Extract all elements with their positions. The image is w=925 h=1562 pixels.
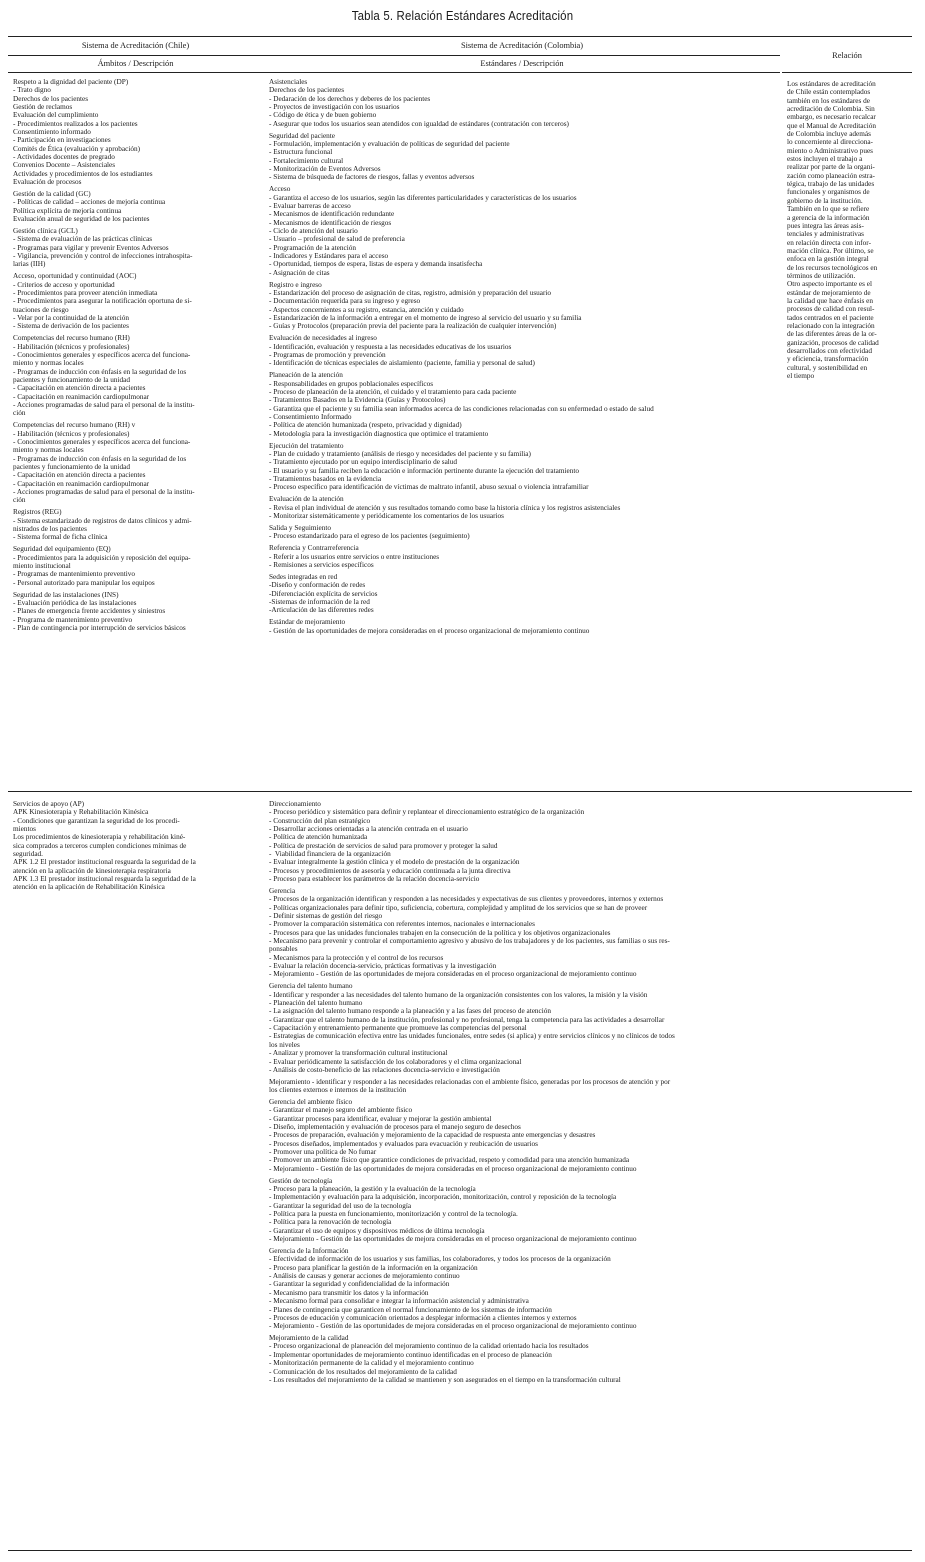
standard-heading: Gerencia de la Información: [269, 1247, 349, 1256]
relacion-line: acreditación de Colombia. Sin: [787, 105, 875, 114]
standard-block: [13, 190, 261, 223]
colombia-standards-bottom: [269, 800, 777, 1388]
standard-block: [13, 591, 261, 633]
standard-heading: Respeto a la dignidad del paciente (DP): [13, 78, 129, 86]
standard-item: - Programación de la atención: [269, 243, 356, 252]
standard-item: - Programas de inducción con énfasis en la seguridad de los: [13, 367, 187, 376]
standard-heading: Planeación de la atención: [269, 371, 343, 380]
relacion-line: Otro aspecto importante es el: [787, 280, 872, 289]
standard-item: - Fortalecimiento cultural: [269, 156, 344, 165]
standard-item: - Capacitación en atención directa a pacientes: [13, 384, 146, 393]
standard-item: - Proceso para la planeación, la gestión y la evaluación de la tecnología: [269, 1185, 476, 1194]
table-title: Tabla 5. Relación Estándares Acreditación: [351, 8, 574, 23]
relacion-line: tégica, trabajo de las unidades: [787, 180, 875, 189]
standard-item: - Implementación y evaluación para la adquisición, incorporación, monitorización, control y reposición de la tecnología: [269, 1193, 617, 1202]
header-chile-sub: Ámbitos / Descripción: [97, 59, 174, 68]
standard-heading: Acceso: [269, 185, 291, 194]
relacion-line: tenciales y administrativas: [787, 230, 864, 239]
standard-heading: Evaluación de la atención: [269, 495, 344, 504]
relacion-line: relacionado con la integración: [787, 321, 875, 330]
standard-item: - Revisa el plan individual de atención y sus resultados tomando como base la historia clínica y los registros asistenciales: [269, 503, 621, 512]
relacion-line: desarrollados con efectividad: [787, 347, 872, 355]
standard-item: - Monitorización de Eventos Adversos: [269, 165, 381, 174]
standard-block: [269, 1098, 777, 1173]
standard-item: ponsables: [269, 945, 298, 954]
standard-item: - Monitorización permanente de la calidad y el mejoramiento continuo: [269, 1359, 474, 1368]
standard-item: - Sistema formal de ficha clínica: [13, 533, 108, 542]
standard-block: [13, 78, 261, 186]
standard-block: [13, 421, 261, 504]
standard-item: - Capacitación en atención directa a pacientes: [13, 471, 146, 480]
standard-item: - Responsabilidades en grupos poblacionales específicos: [269, 379, 434, 388]
standard-block: [13, 272, 261, 330]
rule-bottom: [8, 1550, 912, 1551]
standard-item: - Formulación, implementación y evaluación de políticas de seguridad del paciente: [269, 140, 510, 148]
relacion-line: Los estándares de acreditación: [787, 80, 876, 88]
standard-item: - Asignación de citas: [269, 268, 330, 277]
standard-heading: Evaluación de necesidades al ingreso: [269, 334, 377, 343]
standard-item: APK Kinesioterapia y Rehabilitación Kinésica: [13, 808, 149, 817]
standard-item: - Garantizar el manejo seguro del ambiente físico: [269, 1106, 413, 1115]
standard-heading: Gerencia: [269, 887, 296, 896]
standard-item: - Acciones programadas de salud para el personal de la institu-: [13, 488, 195, 497]
standard-item: - Políticas de calidad – acciones de mejoría continua: [13, 198, 166, 207]
standard-item: - Garantizar procesos para identificar, evaluar y mejorar la gestión ambiental: [269, 1114, 492, 1123]
relacion-line: lo concerniente al direcciona-: [787, 138, 873, 147]
standard-item: - Los resultados del mejoramiento de la calidad se mantienen y son asegurados en el tiempo en la transformación cultural: [269, 1375, 621, 1384]
standard-item: - Mecanismos para la protección y el control de los recursos: [269, 953, 444, 962]
standard-item: - Capacitación y entrenamiento permanente que promueve las competencias del personal: [269, 1024, 527, 1033]
standard-item: nistrados de los pacientes: [13, 525, 87, 534]
standard-item: - Capacitación en reanimación cardiopulmonar: [13, 392, 150, 401]
standard-item: tuaciones de riesgo: [13, 305, 69, 314]
standard-item: atención en la aplicación de kinesioterapia respiratoria: [13, 866, 171, 875]
standard-item: - Condiciones que garantizan la seguridad de los procedi-: [13, 816, 180, 825]
standard-item: - Garantizar la seguridad del uso de la tecnología: [269, 1201, 412, 1210]
standard-item: - Política para la renovación de tecnología: [269, 1218, 392, 1227]
standard-item: - Usuario – profesional de salud de preferencia: [269, 235, 405, 244]
standard-item: - Analizar y promover la transformación cultural institucional: [269, 1049, 448, 1058]
standard-item: - Ciclo de atención del usuario: [269, 227, 358, 236]
standard-item: - Consentimiento Informado: [269, 413, 352, 422]
standard-item: - Construcción del plan estratégico: [269, 816, 371, 825]
standard-item: - Programas de mantenimiento preventivo: [13, 570, 136, 579]
standard-block: [269, 132, 777, 182]
standard-item: - Proceso para establecer los parámetros de la relación docencia-servicio: [269, 875, 480, 884]
standard-heading: Seguridad del equipamiento (EQ): [13, 545, 111, 554]
standard-block: [269, 544, 777, 569]
standard-item: - Procesos de preparación, evaluación y mejoramiento de la capacidad de respuesta ante emergencias y desastres: [269, 1131, 596, 1140]
rule-top: [8, 36, 912, 37]
rule-header-bottom: [8, 72, 780, 73]
standard-item: - Diseño, implementación y evaluación de procesos para el manejo seguro de desechos: [269, 1123, 521, 1132]
standard-item: - Tratamientos basados en la evidencia: [269, 475, 382, 484]
standard-item: - Oportunidad, tiempos de espera, listas de espera y demanda insatisfecha: [269, 260, 483, 269]
standard-item: - Procedimientos para la adquisición y reposición del equipa-: [13, 553, 191, 562]
standard-item: - Proceso periódico y sistemático para definir y replantear el direccionamiento estratégico de la organización: [269, 808, 585, 817]
standard-item: Consentimiento informado: [13, 128, 91, 137]
relacion-line: estándar de mejoramiento de: [787, 288, 871, 297]
standard-item: - Gestión de las oportunidades de mejora consideradas en el proceso organizacional de mejoramiento continuo: [269, 626, 590, 635]
relacion-line: embargo, es necesario recalcar: [787, 113, 876, 122]
standard-block: [269, 495, 777, 520]
standard-item: - Planes de emergencia frente accidentes y siniestros: [13, 607, 166, 616]
standard-heading: Salida y Seguimiento: [269, 523, 332, 532]
standard-item: - Capacitación en reanimación cardiopulmonar: [13, 479, 150, 488]
colombia-standards-top: [269, 78, 777, 638]
standard-item: Convenios Docente – Asistenciales: [13, 161, 116, 170]
standard-item: - Políticas organizacionales para definir tipo, suficiencia, cobertura, complejidad y amplitud de los servicios que se han de proveer: [269, 903, 648, 912]
standard-item: pacientes y funcionamiento de la unidad: [13, 376, 130, 385]
relacion-line: gobierno de la institución.: [787, 196, 863, 205]
standard-item: - Definir sistemas de gestión del riesgo: [269, 912, 383, 921]
standard-item: Derechos de los pacientes: [269, 86, 345, 95]
standard-heading: Mejoramiento de la calidad: [269, 1334, 349, 1343]
standard-item: - Conocimientos generales y específicos acerca del funciona-: [13, 438, 191, 447]
standard-item: - Promover un ambiente físico que garantice condiciones de privacidad, respeto y comodidad para una atención humanizada: [269, 1156, 630, 1165]
relacion-line: también en los estándares de: [787, 96, 870, 105]
standard-item: - Evaluación periódica de las instalaciones: [13, 599, 137, 608]
standard-heading: Registro e ingreso: [269, 280, 322, 289]
standard-item: - Mecanismo para prevenir y controlar el comportamiento agresivo y abusivo de los trabajadores y de los pacientes, sus familias o sus res-: [269, 937, 670, 946]
relacion-text: [787, 80, 911, 380]
standard-item: - Garantiza que el paciente y su familia sean informados acerca de las condiciones relacionadas con su enfermedad o estado de salud: [269, 404, 654, 413]
standard-heading: Acceso, oportunidad y continuidad (AOC): [13, 272, 137, 281]
standard-item: ción: [13, 409, 26, 418]
standard-block: [13, 545, 261, 587]
relacion-line: miento o Administrativo pues: [787, 146, 873, 155]
standard-item: - Indicadores y Estándares para el acceso: [269, 252, 389, 261]
standard-item: - Remisiones a servicios específicos: [269, 560, 374, 569]
standard-item: - Programas de promoción y prevención: [269, 351, 386, 360]
standard-item: Evaluación de procesos: [13, 178, 82, 187]
standard-item: - Evaluar periódicamente la satisfacción de los colaboradores y el clima organizacional: [269, 1057, 522, 1066]
standard-item: Evaluación del cumplimiento: [13, 111, 99, 120]
standard-item: - Mejoramiento - Gestión de las oportunidades de mejora consideradas en el proceso organizacional de mejoramiento continuo: [269, 1322, 637, 1331]
standard-item: - Procesos diseñados, implementados y evaluados para evacuación y reubicación de usuarios: [269, 1139, 538, 1148]
standard-item: - Sistema de derivación de los pacientes: [13, 322, 129, 331]
standard-item: - Procedimientos para asegurar la notificación oportuna de si-: [13, 297, 192, 306]
standard-item: - Velar por la continuidad de la atención: [13, 314, 130, 323]
standard-item: - Sistema de evaluación de las prácticas clínicas: [13, 235, 153, 244]
standard-heading: Referencia y Contrarreferencia: [269, 544, 359, 553]
standard-block: [13, 508, 261, 541]
relacion-line: pues integra las áreas asis-: [787, 221, 864, 230]
standard-block: [269, 524, 777, 541]
standard-item: - Identificar y responder a las necesidades del talento humano de la organización consistentes con los valores, la misión y la visión: [269, 990, 648, 999]
standard-block: [13, 334, 261, 417]
header-relacion: Relación: [832, 51, 862, 60]
standard-item: - Identificación, evaluación y respuesta a las necesidades educativas de los usuarios: [269, 342, 512, 351]
standard-heading: Estándar de mejoramiento: [269, 618, 346, 627]
standard-item: - Evaluar la relación docencia-servicio, prácticas formativas y la investigación: [269, 962, 497, 971]
standard-item: - Política de atención humanizada: [269, 833, 368, 842]
relacion-line: y eficiencia, transformación: [787, 355, 869, 364]
standard-block: [269, 887, 777, 979]
standard-item: - Política para la puesta en funcionamiento, monitorización y control de la tecnología.: [269, 1210, 518, 1219]
relacion-line: de Chile están contemplados: [787, 88, 871, 97]
chile-standards-bottom: [13, 800, 261, 895]
standard-item: sica comprados a terceros cumplen condiciones mínimas de: [13, 841, 187, 850]
standard-item: Actividades y procedimientos de los estudiantes: [13, 169, 153, 178]
standard-item: Derechos de los pacientes: [13, 94, 89, 103]
standard-item: - Proyectos de investigación con los usuarios: [269, 103, 400, 112]
standard-item: - Monitorizar sistemáticamente y periódicamente los comentarios de los usuarios: [269, 512, 504, 520]
standard-block: [13, 227, 261, 269]
standard-block: [269, 281, 777, 331]
relacion-line: mación clínica. Por último, se: [787, 246, 874, 255]
relacion-line: realizar por parte de la organi-: [787, 163, 875, 172]
standard-item: - Garantizar la seguridad y confidencialidad de la información: [269, 1280, 450, 1289]
relacion-line: términos de utilización.: [787, 271, 856, 280]
standard-block: [269, 442, 777, 492]
standard-block: [269, 982, 777, 1074]
relacion-line: en relación directa con infor-: [787, 238, 871, 247]
standard-block: [269, 1078, 777, 1095]
standard-item: -Diferenciación explícita de servicios: [269, 589, 378, 598]
standard-block: [269, 618, 777, 635]
standard-item: - Estandarización de la información a entregar en el momento de ingreso al servicio del usuario y su familia: [269, 314, 582, 323]
standard-item: - El usuario y su familia reciben la educación e información pertinente durante la ejecución del tratamiento: [269, 466, 580, 475]
standard-item: mientos: [13, 825, 36, 834]
standard-item: - Plan de contingencia por interrupción de servicios básicos: [13, 624, 186, 633]
standard-item: pacientes y funcionamiento de la unidad: [13, 463, 130, 472]
standard-item: - Personal autorizado para manipular los equipos: [13, 578, 155, 587]
standard-item: - Sistema estandarizado de registros de datos clínicos y admi-: [13, 516, 192, 525]
relacion-line: el tiempo: [787, 372, 815, 381]
standard-item: - Mejoramiento - Gestión de las oportunidades de mejora consideradas en el proceso organizacional de mejoramiento continuo: [269, 1235, 637, 1244]
standard-item: - Procesos y procedimientos de asesoría y educación continuada a la junta directiva: [269, 866, 511, 875]
standard-item: - Habilitación (técnicos y profesionales): [13, 342, 130, 351]
standard-heading: Mejoramiento - identificar y responder a las necesidades relacionadas con el ambiente físico, generadas por los procesos de atención y por: [269, 1077, 671, 1086]
relacion-line: tados centrados en el paciente: [787, 313, 874, 322]
rule-section-split: [8, 791, 912, 792]
standard-heading: Competencias del recurso humano (RH): [13, 334, 130, 343]
standard-item: - Plan de cuidado y tratamiento (análisis de riesgo y necesidades del paciente y su familia): [269, 450, 531, 458]
standard-item: - Habilitación (técnicos y profesionales): [13, 429, 130, 438]
standard-heading: Gerencia del talento humano: [269, 982, 353, 991]
standard-item: - Procedimientos para proveer atención inmediata: [13, 289, 158, 298]
standard-item: - Proceso organizacional de planeación del mejoramiento continuo de la calidad orientado hacia los resultados: [269, 1342, 589, 1351]
standard-block: [269, 1247, 777, 1330]
standard-item: - Mecanismo para transmitir los datos y la información: [269, 1288, 429, 1297]
standard-heading: Seguridad del paciente: [269, 131, 336, 140]
standard-item: - Guías y Protocolos (preparación previa del paciente para la realización de cualquier intervención): [269, 322, 557, 331]
standard-item: los niveles: [269, 1040, 300, 1049]
standard-item: atención en la aplicación de Rehabilitación Kinésica: [13, 883, 165, 892]
standard-item: -Articulación de las diferentes redes: [269, 606, 374, 615]
relacion-line: zación como planeación estra-: [787, 171, 875, 180]
standard-item: seguridad.: [13, 850, 43, 859]
relacion-line: procesos de calidad con resul-: [787, 305, 875, 314]
standard-item: - Mecanismo formal para consolidar e integrar la información asistencial y administrativa: [269, 1297, 529, 1306]
standard-item: - Vigilancia, prevención y control de infecciones intrahospita-: [13, 252, 193, 261]
standard-block: [13, 800, 261, 892]
standard-item: - Mejoramiento - Gestión de las oportunidades de mejora consideradas en el proceso organizacional de mejoramiento continuo: [269, 970, 637, 979]
standard-item: - Procesos para que las unidades funcionales trabajen en la consecución de la política y los objetivos organizacionales: [269, 928, 611, 937]
standard-item: - Análisis de causas y generar acciones de mejoramiento continuo: [269, 1272, 460, 1281]
standard-item: - Planeación del talento humano: [269, 999, 363, 1008]
standard-item: - Sistema de búsqueda de factores de riesgos, fallas y eventos adversos: [269, 173, 475, 182]
standard-item: - Implementar oportunidades de mejoramiento continuo identificadas en el proceso de planeación: [269, 1350, 552, 1359]
standard-item: Evaluación anual de seguridad de los pacientes: [13, 215, 150, 224]
standard-item: - Proceso para planificar la gestión de la información en la organización: [269, 1263, 478, 1272]
standard-item: - La asignación del talento humano responde a la planeación y a las fases del proceso de atención: [269, 1007, 552, 1016]
relacion-line: estos incluyen el trabajo a: [787, 155, 863, 164]
standard-item: - Código de ética y de buen gobierno: [269, 111, 377, 120]
rule-header-split: [8, 55, 780, 56]
standard-item: -Sistemas de información de la red: [269, 597, 370, 606]
relacion-line: ganización, procesos de calidad: [787, 338, 879, 347]
standard-item: - Mecanismos de identificación de riesgos: [269, 218, 392, 227]
standard-item: ción: [13, 496, 26, 505]
standard-item: - Garantiza el acceso de los usuarios, según las diferentes particularidades y características de los usuarios: [269, 193, 577, 202]
standard-item: - Criterios de acceso y oportunidad: [13, 280, 115, 289]
standard-item: - Trato digno: [13, 86, 51, 95]
standard-heading: Gestión de la calidad (GC): [13, 190, 91, 199]
standard-item: - Garantizar el uso de equipos y dispositivos médicos de última tecnología: [269, 1226, 485, 1235]
standard-item: - Comunicación de los resultados del mejoramiento de la calidad: [269, 1367, 457, 1376]
standard-heading: Seguridad de las instalaciones (INS): [13, 590, 119, 599]
header-chile: Sistema de Acreditación (Chile): [81, 41, 190, 50]
standard-item: - Estandarización del proceso de asignación de citas, registro, admisión y preparación del usuario: [269, 289, 552, 298]
standard-block: [269, 800, 777, 883]
standard-item: - Tratamientos Basados en la Evidencia (Guías y Protocolos): [269, 396, 446, 405]
standard-item: - Participación en investigaciones: [13, 136, 111, 145]
standard-item: - Proceso estandarizado para el egreso de los pacientes (seguimiento): [269, 532, 470, 541]
standard-item: miento y normas locales: [13, 359, 84, 368]
standard-item: - Identificación de técnicas especiales de aislamiento (paciente, familia y personal de salud): [269, 359, 535, 368]
standard-item: - Desarrollar acciones orientadas a la atención centrada en el usuario: [269, 825, 468, 834]
standard-heading: Sedes integradas en red: [269, 572, 338, 581]
standard-heading: Gestión de tecnología: [269, 1176, 333, 1185]
standard-item: APK 1.2 El prestador institucional resguarda la seguridad de la: [13, 858, 196, 867]
standard-item: Política explícita de mejoría continua: [13, 206, 122, 215]
standard-item: - Promover una política de No fumar: [269, 1148, 377, 1157]
standard-item: miento institucional: [13, 562, 71, 571]
standard-item: - Política de atención humanizada (respeto, privacidad y dignidad): [269, 421, 462, 430]
standard-item: - Aspectos concernientes a su registro, estancia, atención y cuidado: [269, 305, 464, 314]
standard-item: - Viabilidad financiera de la organización: [269, 850, 391, 859]
standard-heading: Direccionamiento: [269, 800, 321, 808]
relacion-line: de los recursos tecnológicos en: [787, 263, 878, 272]
header-colombia: Sistema de Acreditación (Colombia): [460, 41, 584, 50]
standard-item: - Procesos de educación y comunicación orientados a desplegar información a clientes internos y externos: [269, 1313, 577, 1322]
standard-item: - Procesos de la organización identifican y responden a las necesidades y expectativas de sus clientes y proveedores, internos y externos: [269, 895, 664, 904]
standard-item: - Asegurar que todos los usuarios sean atendidos con igualdad de estándares (contratación con terceros): [269, 119, 569, 128]
standard-heading: Gerencia del ambiente físico: [269, 1098, 353, 1107]
standard-item: -Diseño y conformación de redes: [269, 581, 366, 590]
standard-item: Los procedimientos de kinesioterapia y rehabilitación kiné-: [13, 833, 186, 842]
standard-heading: Gestión clínica (GCL): [13, 227, 78, 236]
standard-item: larias (IIH): [13, 260, 46, 269]
standard-item: - Mejoramiento - Gestión de las oportunidades de mejora consideradas en el proceso organizacional de mejoramiento continuo: [269, 1164, 637, 1173]
relacion-line: de las diferentes áreas de la or-: [787, 330, 877, 339]
standard-item: - Procedimientos realizados a los pacientes: [13, 119, 138, 128]
standard-item: - Dedaración de los derechos y deberes de los pacientes: [269, 94, 431, 103]
standard-item: - Tratamiento ejecutado por un equipo interdisciplinario de salud: [269, 458, 458, 467]
standard-heading: Servicios de apoyo (AP): [13, 800, 85, 808]
standard-item: - Garantizar que el talento humano de la institución, profesional y no profesional, tenga la competencia para las actividades a desarrollar: [269, 1015, 665, 1024]
standard-block: [269, 334, 777, 367]
standard-item: - Evaluar integralmente la gestión clínica y el modelo de prestación de la organización: [269, 858, 520, 867]
chile-standards-top: [13, 78, 261, 636]
standard-item: - Mecanismos de identificación redundante: [269, 210, 395, 219]
standard-item: - Metodología para la investigación diagnostica que optimice el tratamiento: [269, 429, 489, 438]
standard-item: - Actividades docentes de pregrado: [13, 153, 115, 162]
standard-item: los clientes externos e internos de la institución: [269, 1086, 407, 1095]
standard-block: [269, 78, 777, 128]
standard-item: - Evaluar barreras de acceso: [269, 202, 351, 210]
relacion-line: funcionales y organismos de: [787, 188, 870, 197]
standard-block: [269, 1334, 777, 1384]
standard-item: - Acciones programadas de salud para el personal de la institu-: [13, 401, 195, 410]
standard-item: - Programas para vigilar y prevenir Eventos Adversos: [13, 243, 169, 252]
standard-item: miento y normas locales: [13, 446, 84, 455]
standard-block: [269, 573, 777, 615]
relacion-line: enfoca en la gestión integral: [787, 255, 869, 264]
standard-item: - Programas de inducción con énfasis en la seguridad de los: [13, 454, 187, 463]
standard-item: - Referir a los usuarios entre servicios o entre instituciones: [269, 552, 440, 561]
standard-heading: Registros (REG): [13, 508, 62, 517]
standard-heading: Asistenciales: [269, 78, 308, 86]
standard-item: - Documentación requerida para su ingreso y egreso: [269, 297, 421, 306]
standard-item: - Política de prestación de servicios de salud para promover y proteger la salud: [269, 841, 498, 850]
standard-item: - Proceso específico para identificación de víctimas de maltrato infantil, abuso sexual o violencia intrafamiliar: [269, 483, 589, 492]
standard-item: Gestión de reclamos: [13, 103, 73, 112]
standard-item: - Programa de mantenimiento preventivo: [13, 615, 133, 624]
standard-item: - Conocimientos generales y específicos acerca del funciona-: [13, 351, 191, 360]
standard-item: - Estructura funcional: [269, 148, 333, 157]
standard-item: - Efectividad de información de los usuarios y sus familias, los colaboradores, y todos los procesos de la organización: [269, 1255, 611, 1264]
relacion-line: a gerencia de la información: [787, 213, 870, 222]
standard-heading: Competencias del recurso humano (RH) v: [13, 421, 136, 430]
relacion-line: de Colombia incluye además: [787, 130, 871, 139]
standard-block: [269, 1177, 777, 1244]
standard-item: - Proceso de planeación de la atención, el cuidado y el tratamiento para cada paciente: [269, 388, 517, 396]
relacion-line: También en lo que se refiere: [787, 205, 870, 214]
relacion-line: que el Manual de Acreditación: [787, 121, 876, 130]
standard-block: [269, 371, 777, 438]
standard-item: - Estrategias de comunicación efectiva entre las unidades funcionales, entre sedes (si aplica) y entre servicios clínicos y no clínicos de todos: [269, 1032, 675, 1041]
standard-item: Comités de Ética (evaluación y aprobación): [13, 144, 141, 153]
relacion-line: cultural, y sostenibilidad en: [787, 363, 868, 372]
rule-relacion-header: [782, 72, 912, 73]
standard-heading: Ejecución del tratamiento: [269, 441, 344, 450]
header-colombia-sub: Estándares / Descripción: [480, 59, 564, 68]
standard-item: - Análisis de costo-beneficio de las relaciones docencia-servicio e investigación: [269, 1065, 500, 1074]
standard-item: - Promover la comparación sistemática con referentes internos, nacionales e internacionales: [269, 920, 535, 929]
standard-block: [269, 185, 777, 277]
relacion-line: la calidad que hace énfasis en: [787, 296, 873, 305]
standard-item: APK 1.3 El prestador institucional resguarda la seguridad de la: [13, 875, 196, 884]
standard-item: - Planes de contingencia que garanticen el normal funcionamiento de los sistemas de información: [269, 1305, 552, 1314]
